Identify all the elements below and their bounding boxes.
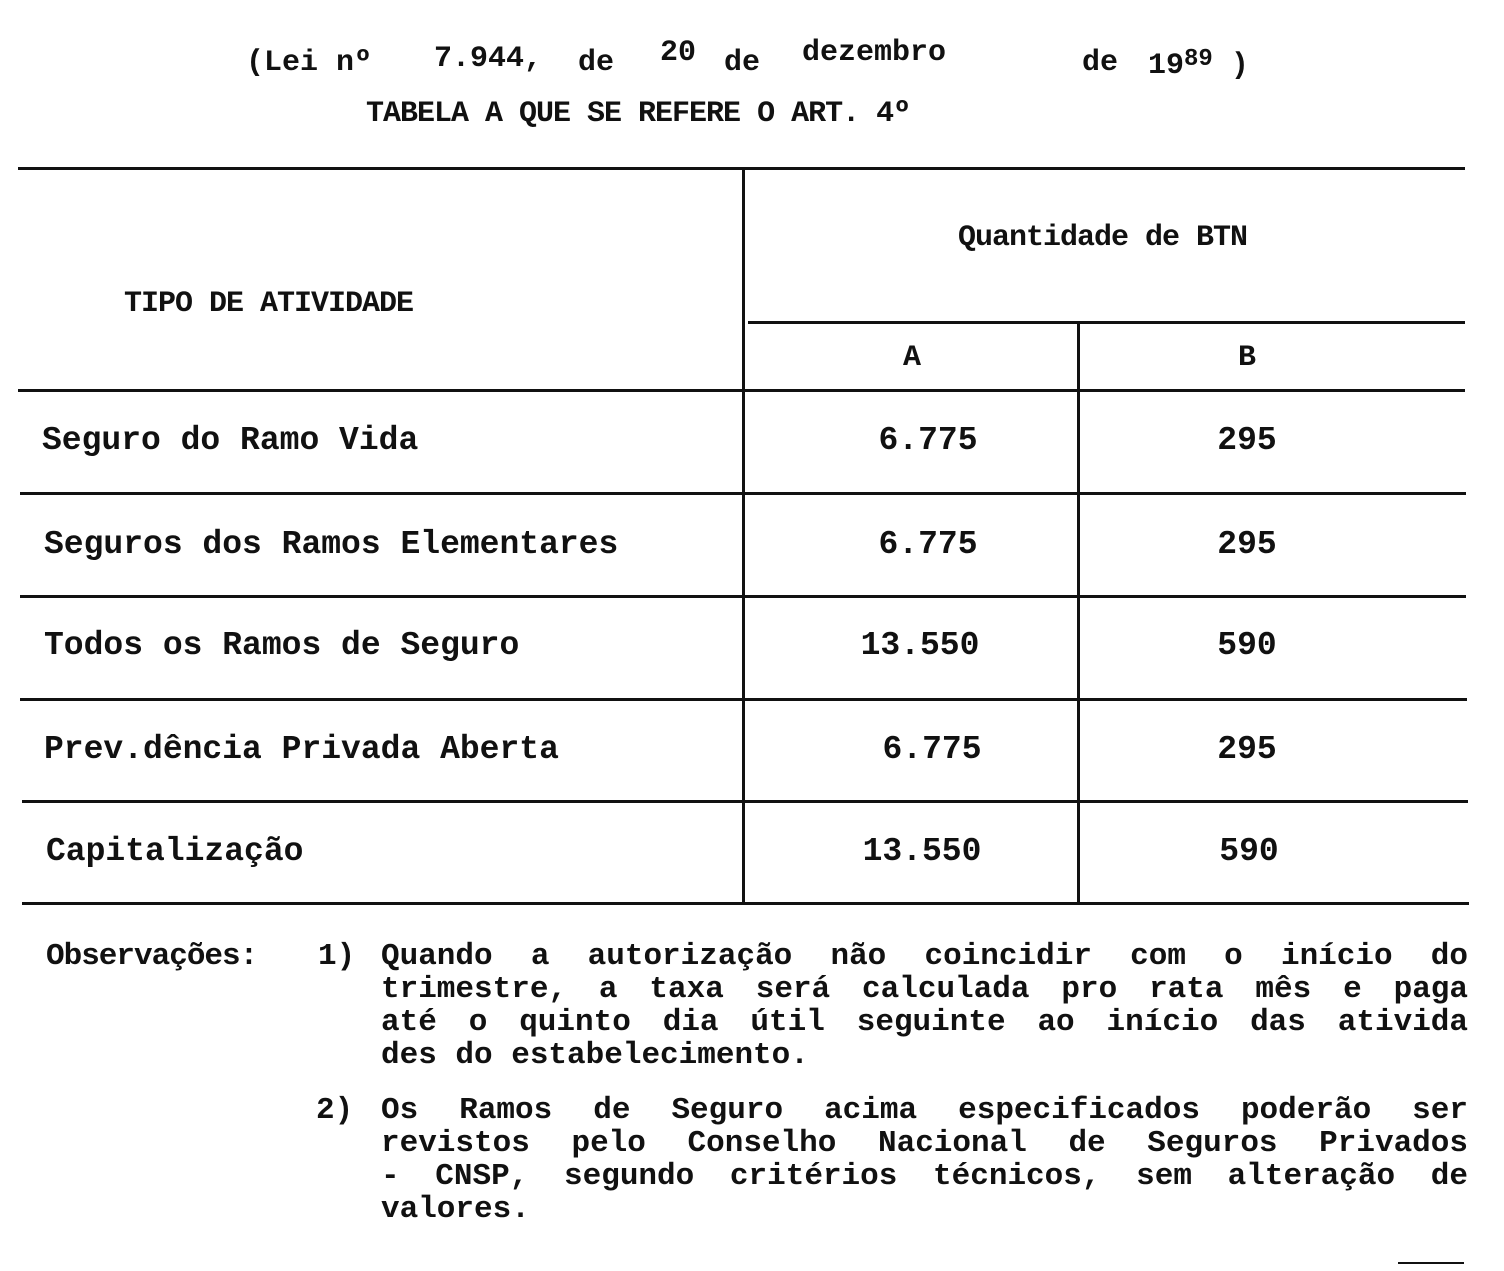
col-activity-header: TIPO DE ATIVIDADE [124,287,414,321]
observation-line: Os Ramos de Seguro acima especificados poderão ser [381,1093,1468,1128]
activity-cell: Seguros dos Ramos Elementares [44,526,619,563]
column-divider [1077,322,1080,904]
a-cell: 6.775 [878,422,978,459]
activity-cell: Seguro do Ramo Vida [42,422,419,459]
observation-line: valores. [381,1192,530,1227]
observation-line: trimestre, a taxa será calculada pro rata mês e paga [381,972,1468,1007]
activity-cell: Capitalização [46,833,304,870]
a-cell: 6.775 [878,526,978,563]
observations-label: Observações: [46,939,258,974]
observation-line: - CNSP, segundo critérios técnicos, sem alteração de [381,1159,1468,1194]
observation-line: revistos pelo Conselho Nacional de Seguros Privados [381,1126,1468,1161]
year-prefix: 19 [1148,49,1185,83]
law-number: 7.944, [434,42,543,76]
activity-cell: Todos os Ramos de Seguro [44,627,520,664]
b-cell: 590 [1219,833,1279,870]
table-title: TABELA A QUE SE REFERE O ART. 4º [366,97,911,131]
item-number: 1) [318,939,356,974]
a-cell: 13.550 [862,833,982,870]
b-cell: 295 [1217,731,1277,768]
b-cell: 590 [1217,627,1277,664]
divider [748,321,1465,324]
col-a-header: A [902,341,921,375]
col-group-header: Quantidade de BTN [958,221,1248,255]
law-year [1148,46,1249,83]
law-prefix: (Lei nº [246,46,373,80]
col-b-header: B [1237,341,1256,375]
observation-line: Quando a autorização não coincidir com o início do [381,939,1468,974]
a-cell: 13.550 [860,627,980,664]
law-de: de [578,46,615,80]
b-cell: 295 [1217,422,1277,459]
activity-cell: Prev.dência Privada Aberta [44,731,559,768]
item-number: 2) [316,1093,354,1128]
law-de: de [1082,46,1119,80]
a-cell: 6.775 [882,731,982,768]
law-de: de [724,46,761,80]
b-cell: 295 [1217,526,1277,563]
observation-line: des do estabelecimento. [381,1038,809,1073]
law-day: 20 [660,36,697,70]
year-suffix: 89 [1184,46,1213,73]
observation-line: até o quinto dia útil seguinte ao início das ativida [381,1005,1468,1040]
column-divider [742,168,745,904]
footer-rule [1398,1262,1464,1264]
divider [22,902,1469,905]
divider [22,800,1468,803]
close-paren: ) [1230,49,1249,83]
law-month: dezembro [802,36,947,70]
